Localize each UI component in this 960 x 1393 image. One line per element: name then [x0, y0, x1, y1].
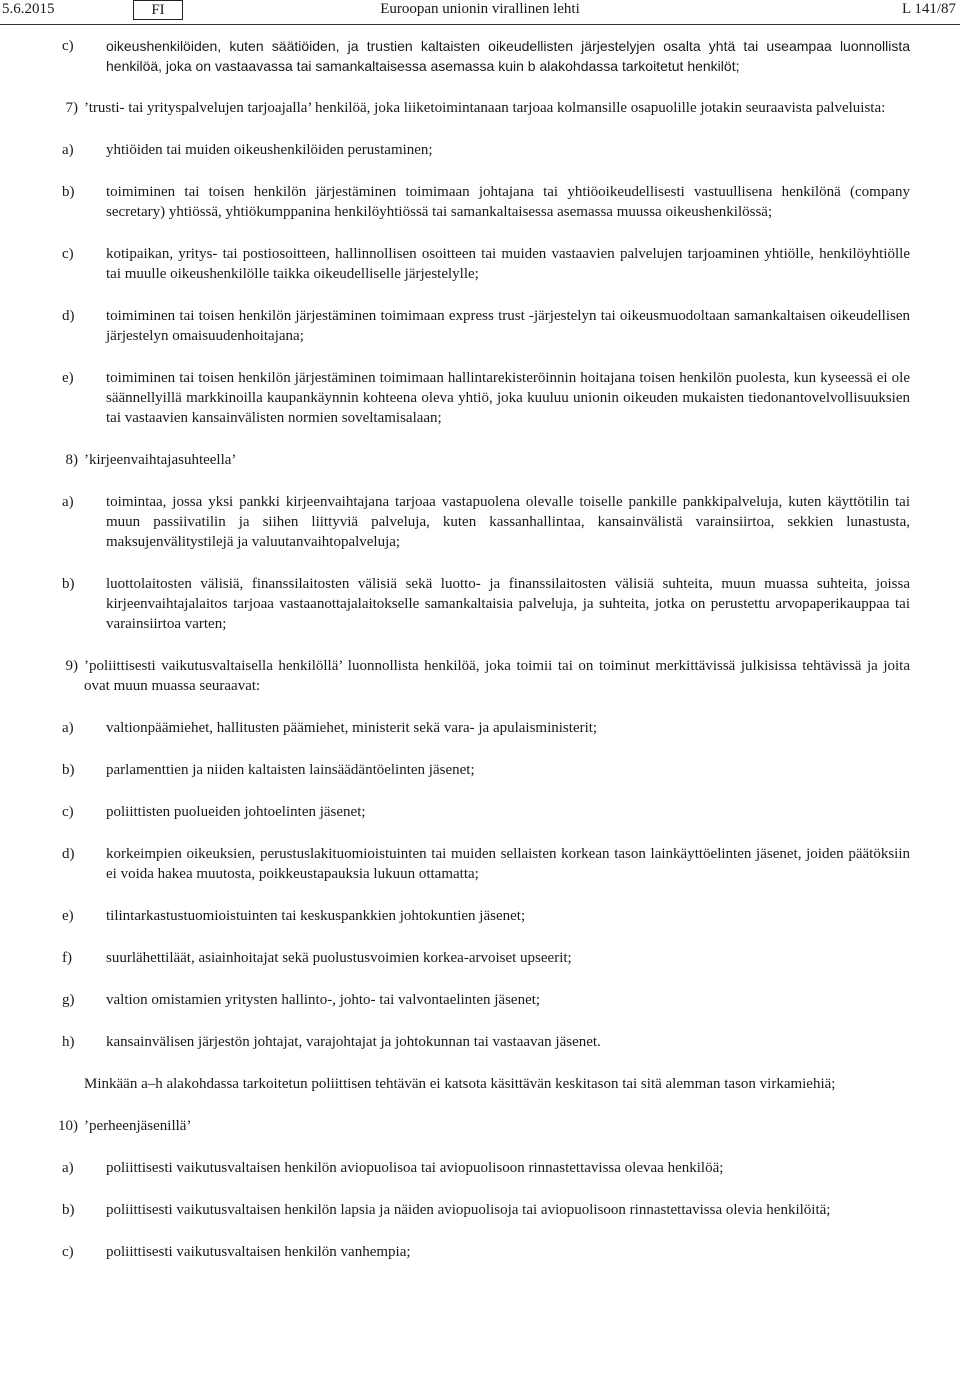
- page-reference: L 141/87: [901, 1, 956, 17]
- item-label: f): [62, 950, 72, 966]
- item-label: e): [62, 370, 74, 386]
- item-label: h): [62, 1034, 75, 1050]
- item-text: oikeushenkilöiden, kuten säätiöiden, ja trustien kaltaisten oikeudellisten järjestelyjen osalta yhtä tai useampaa luonnollista henkilöä, joka on vastaavassa tai samankaltaisessa asemassa kuin b alakohdassa tarkoitetut henkilöt;: [106, 38, 910, 74]
- item-text: ’kirjeenvaihtajasuhteella’: [84, 452, 237, 468]
- list-item: [0, 492, 960, 552]
- publication-date: 5.6.2015: [2, 1, 55, 17]
- item-label: 8): [65, 452, 78, 468]
- item-text: toimiminen tai toisen henkilön järjestäminen toimimaan hallintarekisteröinnin hoitajana toisen henkilön puolesta, kun kyseessä ei ole säännellyillä markkinoilla kaupankäynnin kohteena oleva yhtiö, joka kuuluu unionin oikeuden mukaisten tiedonantovelvollisuuksien tai vastaavien kansainvälisten normien soveltamisalaan;: [106, 370, 910, 426]
- list-item: [0, 306, 960, 346]
- list-item: [0, 1116, 960, 1136]
- list-item: [0, 140, 960, 160]
- item-label: c): [62, 38, 74, 54]
- item-text: tilintarkastustuomioistuinten tai keskuspankkien johtokuntien jäsenet;: [106, 908, 526, 924]
- item-text: parlamenttien ja niiden kaltaisten lainsäädäntöelinten jäsenet;: [106, 762, 475, 778]
- item-label: d): [62, 308, 75, 324]
- item-label: b): [62, 184, 75, 200]
- list-item: [0, 1200, 960, 1220]
- item-text: poliittisesti vaikutusvaltaisen henkilön lapsia ja näiden aviopuolisoja tai aviopuolisoon rinnastettavissa olevia henkilöitä;: [106, 1202, 831, 1218]
- item-label: b): [62, 576, 75, 592]
- item-label: 9): [65, 658, 78, 674]
- list-item: [0, 844, 960, 884]
- item-label: a): [62, 1160, 74, 1176]
- item-label: g): [62, 992, 75, 1008]
- list-item: [0, 1242, 960, 1262]
- item-text: toimiminen tai toisen henkilön järjestäminen toimimaan express trust -järjestelyn tai oikeusmuodoltaan samankaltaisen oikeudellisen järjestelyn omaisuudenhoitajana;: [106, 308, 910, 344]
- list-item: [0, 1032, 960, 1052]
- item-label: 7): [65, 100, 78, 116]
- item-label: a): [62, 720, 74, 736]
- item-text: kansainvälisen järjestön johtajat, varajohtajat ja johtokunnan tai vastaavan jäsenet.: [106, 1034, 601, 1050]
- item-label: e): [62, 908, 74, 924]
- list-item: [0, 244, 960, 284]
- list-item: [0, 36, 960, 76]
- list-item: [0, 368, 960, 428]
- list-item: [0, 760, 960, 780]
- item-text: korkeimpien oikeuksien, perustuslakituomioistuinten tai muiden sellaisten korkean tason lainkäyttöelinten jäsenet, joiden päätöksiin ei voida hakea muutosta, poikkeustapauksia lukuun ottamatta;: [106, 846, 910, 882]
- list-item: [0, 1158, 960, 1178]
- item-text: luottolaitosten välisiä, finanssilaitosten välisiä sekä luotto- ja finanssilaitosten välisiä suhteita, muun muassa suhteita, joissa kirjeenvaihtajalaitos tarjoaa vastaanottajalaitokselle samankaltaisia palveluja, ja suhteita, jotka on perustettu arvopaperikauppaa tai varainsiirtoa varten;: [106, 576, 910, 632]
- list-item: [0, 802, 960, 822]
- item-label: a): [62, 142, 74, 158]
- list-item: [0, 990, 960, 1010]
- list-item: [0, 656, 960, 696]
- item-text: valtionpäämiehet, hallitusten päämiehet, ministerit sekä vara- ja apulaisministerit;: [106, 720, 598, 736]
- item-text: kotipaikan, yritys- tai postiosoitteen, hallinnollisen osoitteen tai muiden vastaavien palvelujen tarjoaminen yhtiölle, henkilöyhtiölle tai muulle oikeushenkilölle taikka oikeudelliselle järjestelylle;: [106, 246, 910, 282]
- item-text: poliittisesti vaikutusvaltaisen henkilön aviopuolisoa tai aviopuolisoon rinnastettavissa olevaa henkilöä;: [106, 1160, 724, 1176]
- item-text: yhtiöiden tai muiden oikeushenkilöiden perustaminen;: [106, 142, 433, 158]
- item-label: b): [62, 762, 75, 778]
- item-text: poliittisesti vaikutusvaltaisen henkilön vanhempia;: [106, 1244, 411, 1260]
- item-text: suurlähettiläät, asiainhoitajat sekä puolustusvoimien korkea-arvoiset upseerit;: [106, 950, 572, 966]
- item-text: valtion omistamien yritysten hallinto-, johto- tai valvontaelinten jäsenet;: [106, 992, 541, 1008]
- item-text: poliittisten puolueiden johtoelinten jäsenet;: [106, 804, 366, 820]
- item-text: Minkään a–h alakohdassa tarkoitetun poliittisen tehtävän ei katsota käsittävän keskitason tai sitä alemman tason virkamiehiä;: [84, 1076, 836, 1092]
- list-item: [0, 98, 960, 118]
- item-label: c): [62, 804, 74, 820]
- list-item: [0, 948, 960, 968]
- item-text: toimiminen tai toisen henkilön järjestäminen toimimaan johtajana tai yhtiöoikeudellisesti vastuullisena henkilönä (company secretary) yhtiössä, yhtiökumppanina henkilöyhtiössä tai samankaltaisessa asemassa muussa oikeushenkilössä;: [106, 184, 910, 220]
- document-body: [0, 36, 960, 1284]
- item-label: c): [62, 1244, 74, 1260]
- list-item: [0, 574, 960, 634]
- list-item: [0, 718, 960, 738]
- list-item: [0, 906, 960, 926]
- list-item: [0, 182, 960, 222]
- item-text: toimintaa, jossa yksi pankki kirjeenvaihtajana tarjoaa vastapuolena olevalle toiselle pankille pankkipalveluja, kuten käyttötilin tai muun passiivatilin ja siihen liittyviä palveluja, kuten kassanhallintaa, kansainvälistä varainsiirtoa, sekkien lunastusta, maksujenvälitystilejä ja valuutanvaihtopalveluja;: [106, 494, 910, 550]
- item-text: ’perheenjäsenillä’: [84, 1118, 192, 1134]
- header-rule: [0, 24, 960, 25]
- list-item: [0, 1074, 960, 1094]
- item-text: ’trusti- tai yrityspalvelujen tarjoajalla’ henkilöä, joka liiketoimintanaan tarjoaa kolmansille osapuolille jotakin seuraavista palveluista:: [84, 100, 886, 116]
- journal-title: Euroopan unionin virallinen lehti: [380, 1, 580, 17]
- list-item: [0, 450, 960, 470]
- item-label: c): [62, 246, 74, 262]
- item-text: ’poliittisesti vaikutusvaltaisella henkilöllä’ luonnollista henkilöä, joka toimii tai on toiminut merkittävissä julkisissa tehtävissä ja joita ovat muun muassa seuraavat:: [84, 658, 910, 694]
- item-label: a): [62, 494, 74, 510]
- item-label: 10): [58, 1118, 78, 1134]
- item-label: b): [62, 1202, 75, 1218]
- item-label: d): [62, 846, 75, 862]
- language-code-box: FI: [133, 0, 183, 20]
- page-header: [0, 0, 960, 24]
